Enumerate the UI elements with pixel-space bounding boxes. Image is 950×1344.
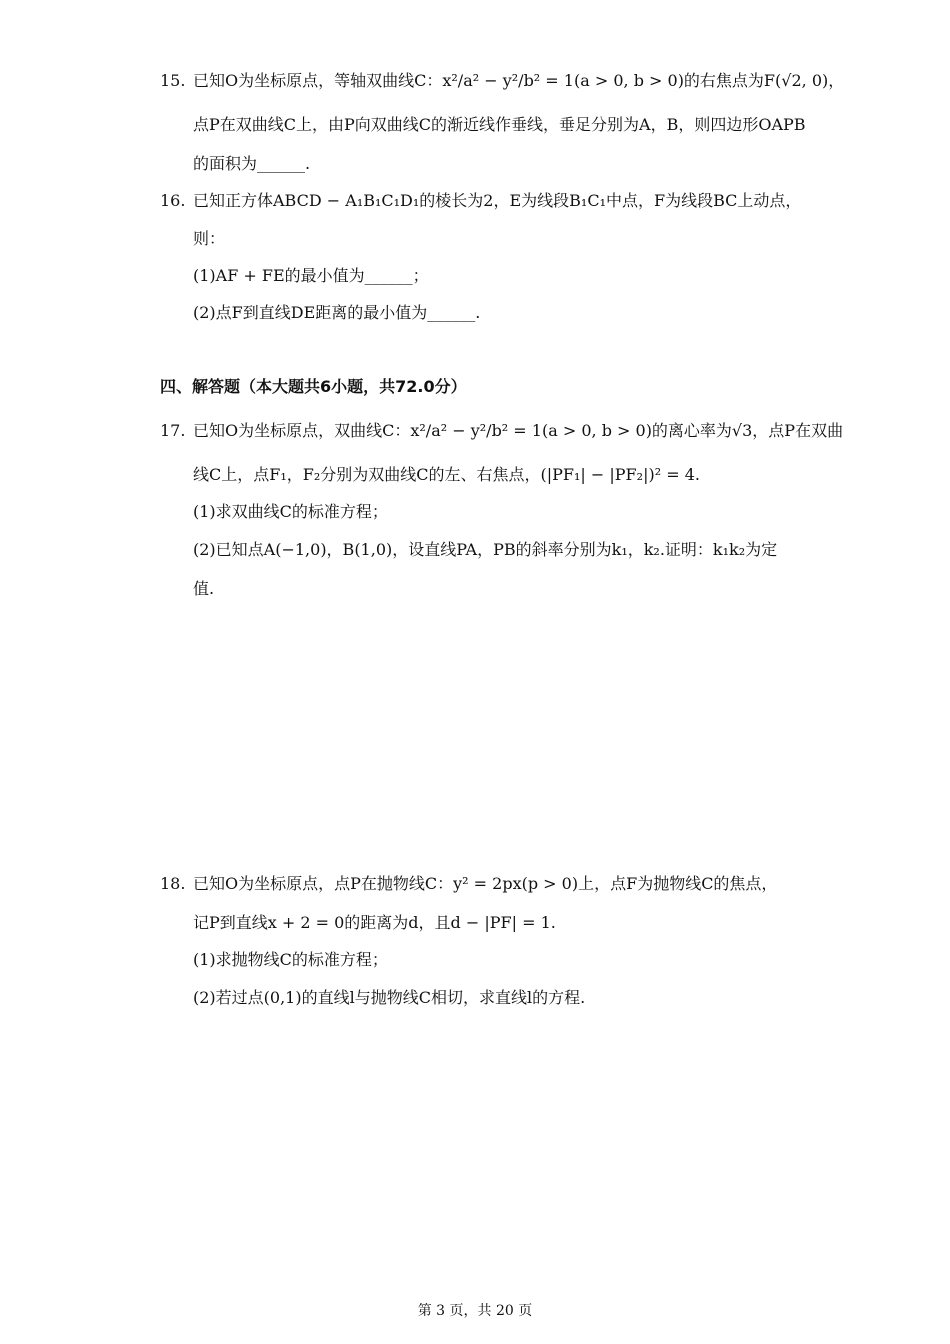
question-text-line: 已知正方体ABCD − A₁B₁C₁D₁的棱长为2，E为线段B₁C₁中点，F为线段BC上动点，	[193, 191, 802, 210]
question-text-line: 已知O为坐标原点，等轴双曲线C：x²/a² − y²/b² = 1(a > 0, b > 0)的右焦点为F(√2, 0)，	[193, 71, 845, 90]
question-number: 18.	[160, 874, 186, 893]
question-text-line: 则：	[193, 229, 226, 248]
question-text-line: 记P到直线x + 2 = 0的距离为d，且d − |PF| = 1.	[193, 913, 556, 932]
question-text-line: (2)已知点A(−1,0)，B(1,0)，设直线PA，PB的斜率分别为k₁，k₂.证明：k₁k₂为定	[193, 540, 778, 559]
question-number: 15.	[160, 71, 186, 90]
question-text-line: (1)求双曲线C的标准方程；	[193, 502, 388, 521]
question-number: 17.	[160, 421, 186, 440]
question-text-line: 点P在双曲线C上，由P向双曲线C的渐近线作垂线，垂足分别为A，B，则四边形OAPB	[193, 115, 806, 134]
question-number: 16.	[160, 191, 186, 210]
section-heading: 四、解答题（本大题共6小题，共72.0分）	[160, 377, 467, 396]
question-text-line: (1)AF + FE的最小值为______；	[193, 266, 429, 285]
question-text-line: 值.	[193, 579, 215, 598]
question-text-line: (2)若过点(0,1)的直线l与抛物线C相切，求直线l的方程.	[193, 988, 586, 1007]
question-text-line: 线C上，点F₁，F₂分别为双曲线C的左、右焦点，(|PF₁| − |PF₂|)² = 4.	[193, 465, 700, 484]
question-text-line: (2)点F到直线DE距离的最小值为______.	[193, 303, 481, 322]
question-text-line: 已知O为坐标原点，双曲线C：x²/a² − y²/b² = 1(a > 0, b > 0)的离心率为√3，点P在双曲	[193, 421, 844, 440]
page-footer: 第 3 页，共 20 页	[417, 1303, 533, 1319]
question-text-line: 已知O为坐标原点，点P在抛物线C：y² = 2px(p > 0)上，点F为抛物线C的焦点，	[193, 874, 778, 893]
question-text-line: (1)求抛物线C的标准方程；	[193, 950, 388, 969]
question-text-line: 的面积为______.	[193, 154, 311, 173]
